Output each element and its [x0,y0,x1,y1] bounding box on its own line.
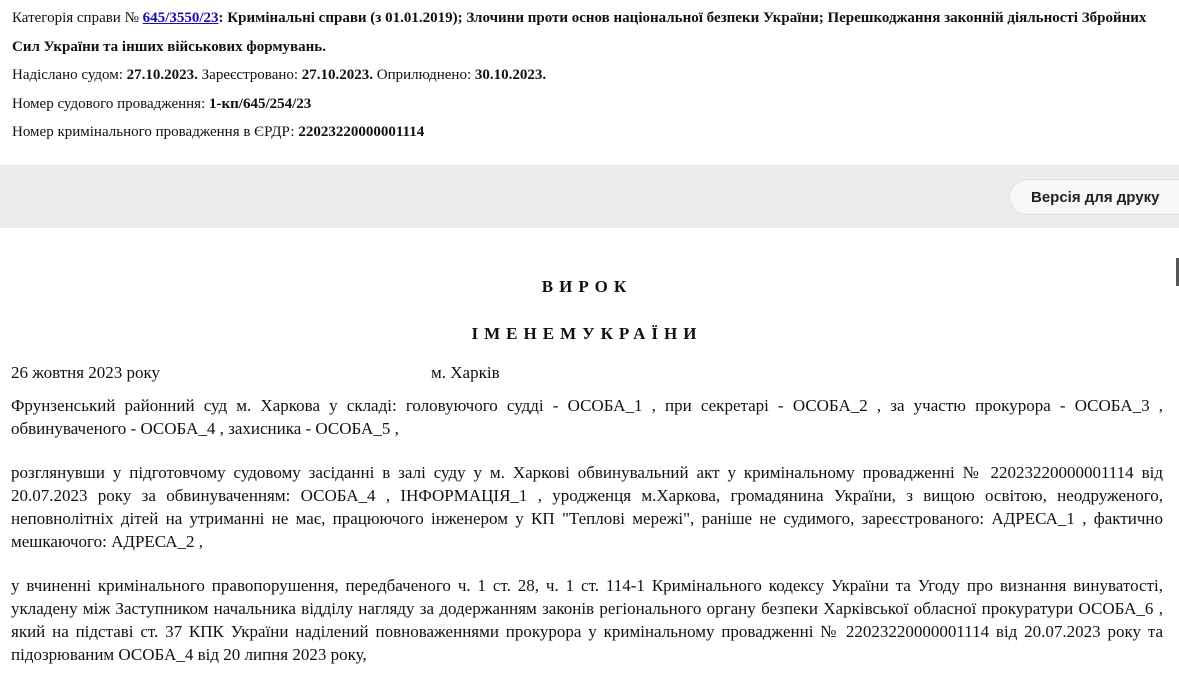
case-metadata [12,0,1172,147]
published-date: 30.10.2023. [474,67,547,83]
registered-date: 27.10.2023. [301,67,374,83]
verdict-date: 26 жовтня 2023 року [11,363,161,382]
published-label: Оприлюднено: [376,67,472,83]
criminal-proceeding-label: Номер кримінального провадження в ЄРДР: [12,124,295,140]
sent-label: Надіслано судом: [12,67,123,83]
paragraph-court-composition: Фрунзенський районний суд м. Харкова у складі: головуючого судді - ОСОБА_1 , при секретарі - ОСОБА_2 , за участю прокурора - ОСОБА_3 , обвинуваченого - ОСОБА_4 , захисника - ОСОБА_5 , [11,396,1163,438]
registered-label: Зареєстровано: [201,67,299,83]
verdict-place: м. Харків [431,363,500,382]
document-title: ВИРОК [541,277,633,296]
paragraph-charges: у вчиненні кримінального правопорушення, передбаченого ч. 1 ст. 28, ч. 1 ст. 114-1 Кримінального кодексу України та Угоду про визнання винуватості, укладену між Заступником начальника відділу нагляду за додержанням законів регіонального органу безпеки Харківської обласної прокуратури ОСОБА_6 , який на підставі ст. 37 КПК України наділений повноваженнями прокурора у кримінальному провадженні № 22023220000001114 від 20.07.2023 року та підозрюваним ОСОБА_4 від 20 липня 2023 року, [11,576,1163,664]
case-category-line [12,4,1172,61]
criminal-proceeding-number: 22023220000001114 [298,124,425,140]
verdict-document [11,268,1163,687]
paragraph-indictment: розглянувши у підготовчому судовому засіданні в залі суду у м. Харкові обвинувальний акт у кримінальному провадженні № 22023220000001114 від 20.07.2023 року за обвинуваченням: ОСОБА_4 , ІНФОРМАЦІЯ_1 , уродженця м.Харкова, громадянина України, з вищою освітою, неодруженого, неповнолітніх дітей на утриманні не має, працюючого інженером у КП "Теплові мережі", раніше не судимого, зареєстрованого: АДРЕСА_1 , фактично мешкаючого: АДРЕСА_2 , [11,463,1163,551]
category-text: : Кримінальні справи (з 01.01.2019); Злочини проти основ національної безпеки України; Перешкоджання законній діяльності Збройних Сил України та інших військових формувань. [12,10,1147,55]
sent-date: 27.10.2023. [126,67,198,83]
court-proceeding-label: Номер судового провадження: [12,95,206,112]
case-number-link[interactable]: 645/3550/23 [142,10,219,26]
category-label: Категорія справи № [12,10,139,26]
document-subtitle: ІМЕНЕМУКРАЇНИ [471,324,703,343]
court-proceeding-number: 1-кп/645/254/23 [209,95,312,112]
dates-line [12,61,1172,90]
print-version-button[interactable]: Версія для друку [1009,179,1179,215]
date-place-line [11,354,1163,394]
toolbar [0,165,1179,228]
court-proceeding-line [12,90,1172,119]
criminal-proceeding-line [12,118,1172,147]
